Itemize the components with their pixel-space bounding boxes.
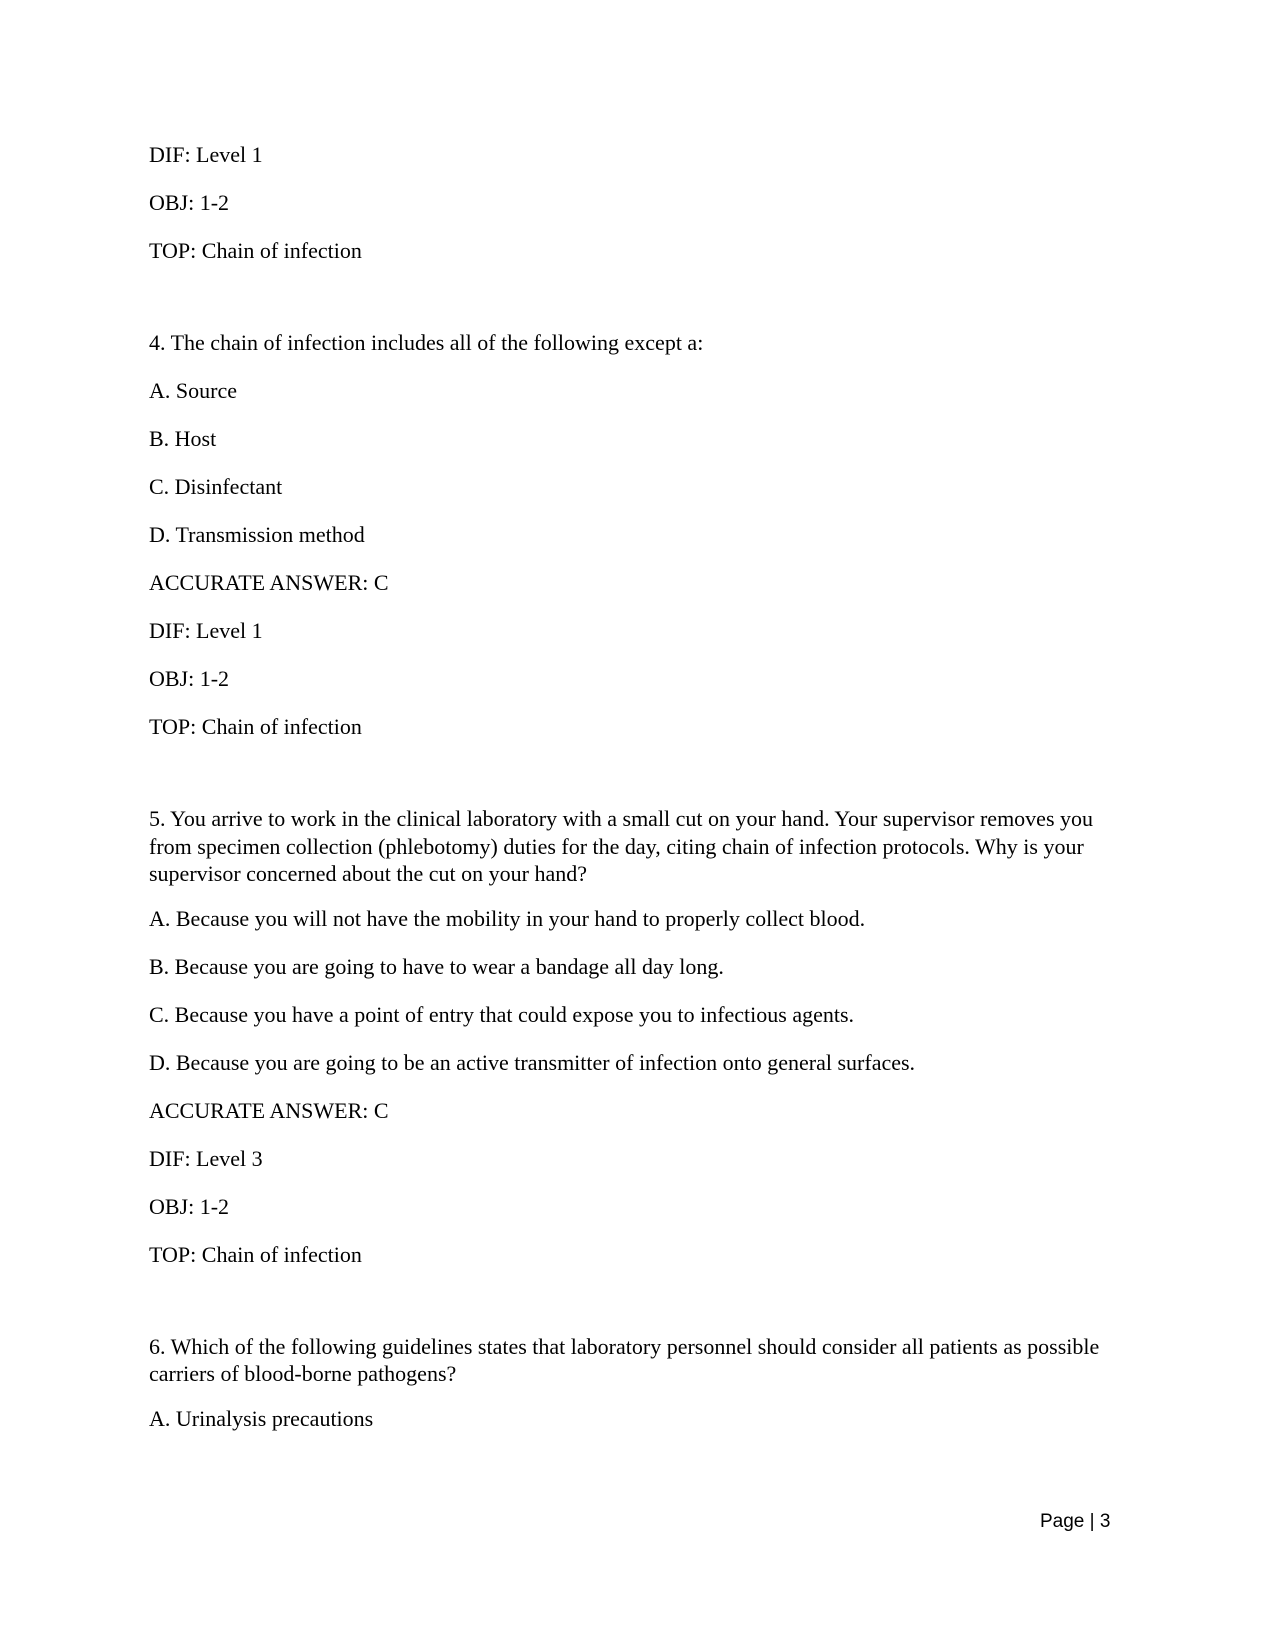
objective: OBJ: 1-2 <box>149 190 230 215</box>
spacer <box>149 1289 1109 1333</box>
page-number: Page | 3 <box>1040 1511 1111 1532</box>
question-5 <box>149 805 1109 1268</box>
objective: OBJ: 1-2 <box>149 1193 230 1219</box>
answer-option-c: C. Disinfectant <box>149 474 283 499</box>
spacer <box>149 285 1109 329</box>
spacer <box>149 761 1109 805</box>
question-6 <box>149 1333 1109 1432</box>
question-4 <box>149 329 1109 740</box>
answer-option-b: B. Because you are going to have to wear a bandage all day long. <box>149 953 724 979</box>
answer-option-a: A. Source <box>149 378 237 403</box>
answer-option-d: D. Transmission method <box>149 522 365 547</box>
objective: OBJ: 1-2 <box>149 666 230 691</box>
document-page <box>149 141 1109 1453</box>
topic: TOP: Chain of infection <box>149 238 362 263</box>
question-3-metadata <box>149 141 1109 264</box>
answer-option-a: A. Because you will not have the mobility in your hand to properly collect blood. <box>149 905 866 931</box>
difficulty-level: DIF: Level 1 <box>149 142 263 167</box>
difficulty-level: DIF: Level 3 <box>149 1145 263 1171</box>
answer-option-b: B. Host <box>149 426 217 451</box>
correct-answer: ACCURATE ANSWER: C <box>149 1097 389 1123</box>
correct-answer: ACCURATE ANSWER: C <box>149 570 389 595</box>
question-stem: 5. You arrive to work in the clinical laboratory with a small cut on your hand. Your supervisor removes you from specimen collection (phlebotomy) duties for the day, citing chain of infection protocols. Why is your supervisor concerned about the cut on your hand? <box>149 806 1094 886</box>
topic: TOP: Chain of infection <box>149 714 362 739</box>
answer-option-d: D. Because you are going to be an active transmitter of infection onto general surfaces. <box>149 1049 916 1075</box>
question-stem: 6. Which of the following guidelines states that laboratory personnel should consider all patients as possible carriers of blood-borne pathogens? <box>149 1333 1100 1386</box>
topic: TOP: Chain of infection <box>149 1241 362 1267</box>
difficulty-level: DIF: Level 1 <box>149 618 263 643</box>
answer-option-c: C. Because you have a point of entry that could expose you to infectious agents. <box>149 1001 855 1027</box>
answer-option-a: A. Urinalysis precautions <box>149 1405 374 1431</box>
question-stem: 4. The chain of infection includes all of the following except a: <box>149 330 704 355</box>
